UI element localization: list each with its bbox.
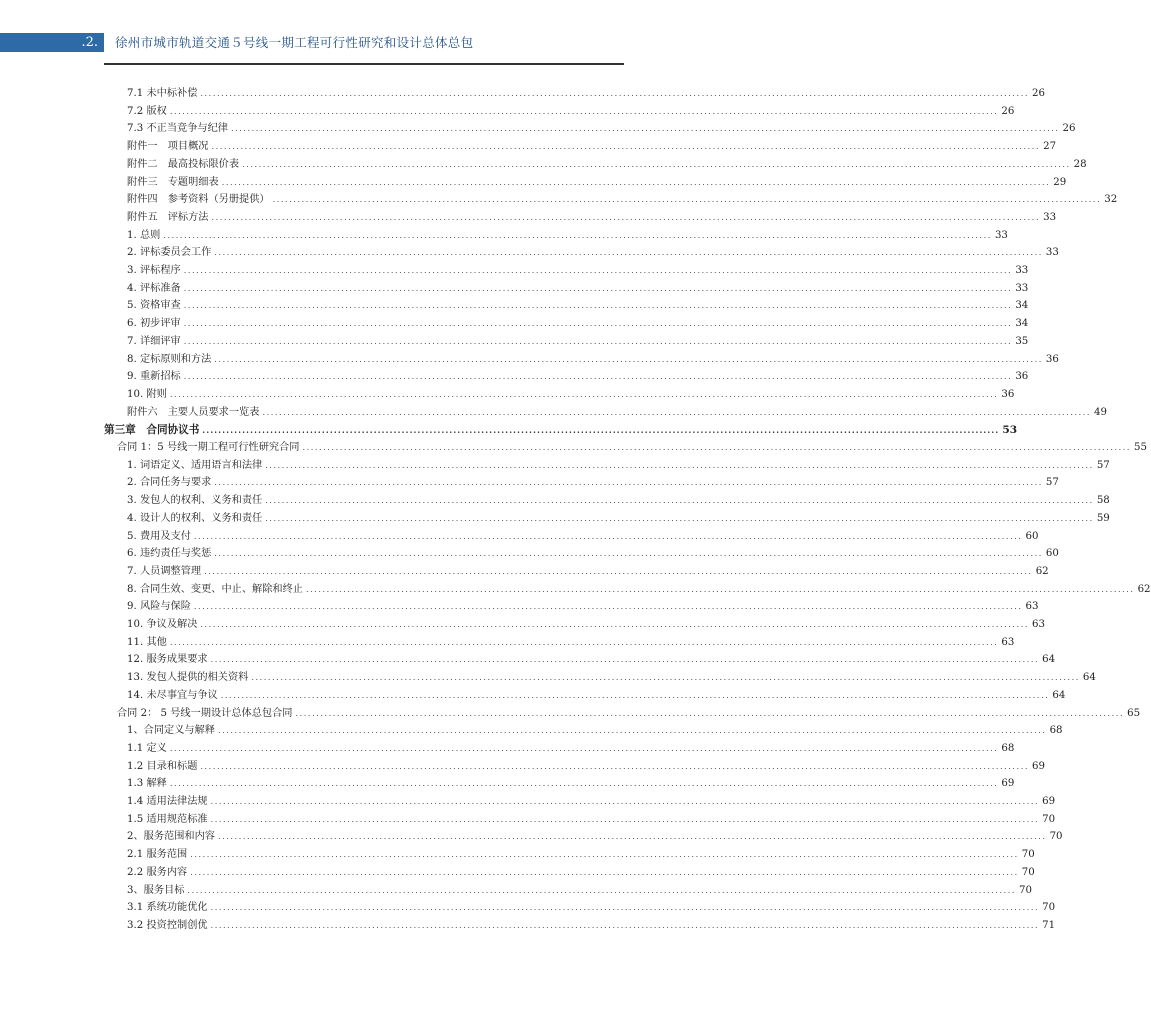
- toc-leader-dots: ........................................................................................................................................................................................................: [200, 89, 1029, 98]
- toc-page-number: 68: [1049, 725, 1063, 737]
- toc-page-number: 70: [1021, 866, 1035, 878]
- toc-entry-title: 1. 词语定义、适用语言和法律: [127, 459, 263, 471]
- toc-row: [127, 598, 1039, 616]
- toc-page-number: 63: [1001, 636, 1015, 648]
- toc-row: [127, 828, 1063, 846]
- toc-row: [127, 297, 1029, 315]
- toc-leader-dots: ........................................................................................................................................................................................................: [183, 301, 1013, 311]
- toc-row: [127, 616, 1045, 634]
- toc-row: [127, 563, 1049, 581]
- toc-leader-dots: ........................................................................................................................................................................................................: [230, 124, 1060, 134]
- toc-row: [127, 156, 1087, 174]
- toc-leader-dots: ........................................................................................................................................................................................................: [210, 903, 1040, 913]
- toc-leader-dots: ........................................................................................................................................................................................................: [193, 602, 1023, 612]
- toc-page-number: 64: [1082, 672, 1096, 684]
- toc-entry-title: 4. 评标准备: [127, 282, 181, 294]
- toc-row: [127, 528, 1039, 546]
- toc-page-number: 57: [1045, 477, 1059, 489]
- toc-entry-title: 14. 未尽事宜与争议: [127, 689, 218, 701]
- toc-row: [127, 457, 1110, 475]
- toc-page-number: 59: [1096, 512, 1110, 524]
- toc-row: [127, 209, 1057, 227]
- toc-page-number: 28: [1073, 158, 1087, 170]
- toc-page-number: 55: [1134, 442, 1148, 453]
- toc-leader-dots: ........................................................................................................................................................................................................: [251, 673, 1080, 683]
- toc-leader-dots: ........................................................................................................................................................................................................: [211, 212, 1041, 222]
- toc-row: [117, 439, 1148, 457]
- toc-page-number: 69: [1042, 796, 1056, 807]
- toc-leader-dots: ........................................................................................................................................................................................................: [217, 832, 1047, 842]
- toc-leader-dots: ........................................................................................................................................................................................................: [214, 549, 1043, 559]
- toc-row: [127, 120, 1076, 138]
- toc-entry-title: 3、服务目标: [127, 884, 185, 896]
- toc-page-number: 33: [1015, 265, 1029, 276]
- toc-entry-title: 2. 评标委员会工作: [127, 247, 212, 259]
- toc-row: [127, 386, 1015, 404]
- toc-page-number: 26: [1031, 88, 1045, 99]
- toc-entry-title: 8. 合同生效、变更、中止、解除和终止: [127, 583, 303, 595]
- toc-row: [127, 510, 1110, 528]
- toc-entry-title: 2、服务范围和内容: [127, 831, 215, 843]
- toc-entry-title: 13. 发包人提供的相关资料: [127, 672, 249, 684]
- toc-leader-dots: ........................................................................................................................................................................................................: [169, 637, 999, 647]
- toc-page-number: 58: [1096, 495, 1110, 507]
- toc-row: [127, 368, 1029, 386]
- toc-entry-title: 6. 违约责任与奖惩: [127, 548, 212, 560]
- toc-leader-dots: ........................................................................................................................................................................................................: [183, 336, 1013, 346]
- toc-row: [127, 85, 1045, 103]
- toc-row: [127, 811, 1056, 829]
- toc-entry-title: 1.3 解释: [127, 778, 167, 790]
- toc-page-number: 29: [1053, 176, 1067, 188]
- toc-entry-title: 附件一 项目概况: [127, 141, 209, 153]
- toc-entry-title: 合同 2： 5 号线一期设计总体总包合同: [117, 707, 293, 719]
- toc-page-number: 35: [1015, 335, 1029, 347]
- toc-leader-dots: ........................................................................................................................................................................................................: [190, 850, 1019, 860]
- toc-row: [127, 315, 1029, 333]
- toc-leader-dots: ........................................................................................................................................................................................................: [220, 690, 1050, 700]
- toc-row: [127, 351, 1059, 369]
- toc-page-number: 64: [1052, 689, 1066, 701]
- toc-row: [127, 864, 1035, 882]
- toc-leader-dots: ........................................................................................................................................................................................................: [242, 159, 1071, 169]
- toc-page-number: 36: [1015, 371, 1029, 383]
- toc-row: [127, 492, 1110, 510]
- toc-row: [127, 722, 1063, 740]
- toc-page-number: 60: [1045, 548, 1059, 560]
- toc-entry-title: 7.2 版权: [127, 105, 167, 117]
- toc-entry-title: 合同 1：5 号线一期工程可行性研究合同: [117, 442, 300, 453]
- toc-page-number: 33: [1043, 211, 1057, 223]
- toc-entry-title: 6. 初步评审: [127, 318, 181, 330]
- toc-entry-title: 1.1 定义: [127, 742, 167, 754]
- toc-page-number: 33: [994, 229, 1008, 241]
- toc-page-number: 64: [1042, 654, 1056, 666]
- toc-row: [127, 882, 1032, 900]
- toc-page-number: 63: [1025, 601, 1039, 613]
- toc-leader-dots: ........................................................................................................................................................................................................: [217, 726, 1047, 736]
- toc-row: [127, 775, 1015, 793]
- toc-page-number: 62: [1035, 565, 1049, 577]
- toc-page-number: 70: [1049, 831, 1063, 843]
- toc-leader-dots: ........................................................................................................................................................................................................: [211, 142, 1041, 152]
- header-title: 徐州市城市轨道交通５号线一期工程可行性研究和设计总体总包: [115, 35, 474, 50]
- toc-entry-title: 2.1 服务范围: [127, 849, 188, 861]
- toc-page-number: 57: [1096, 459, 1110, 471]
- toc-page-number: 63: [1031, 619, 1045, 630]
- toc-entry-title: 7.1 未中标补偿: [127, 88, 198, 99]
- toc-page-number: 36: [1001, 388, 1015, 400]
- toc-leader-dots: ........................................................................................................................................................................................................: [210, 797, 1040, 806]
- toc-page-number: 60: [1025, 530, 1039, 542]
- toc-page-number: 49: [1094, 406, 1107, 418]
- toc-page-number: 69: [1031, 760, 1045, 772]
- toc-page-number: 70: [1042, 813, 1056, 825]
- toc-entry-title: 4. 设计人的权利、义务和责任: [127, 512, 263, 524]
- toc-row: [127, 581, 1151, 599]
- toc-row: [117, 705, 1141, 723]
- toc-row: [127, 846, 1035, 864]
- toc-leader-dots: ........................................................................................................................................................................................................: [210, 814, 1040, 824]
- toc-entry-title: 附件五 评标方法: [127, 211, 209, 223]
- toc-entry-title: 3. 评标程序: [127, 265, 181, 276]
- toc-row: [127, 758, 1045, 776]
- toc-entry-title: 附件四 参考资料（另册提供）: [127, 194, 270, 206]
- toc-entry-title: 附件二 最高投标限价表: [127, 158, 240, 170]
- toc-leader-dots: ........................................................................................................................................................................................................: [214, 478, 1043, 488]
- toc-leader-dots: ........................................................................................................................................................................................................: [214, 354, 1043, 364]
- toc-entry-title: 10. 争议及解决: [127, 619, 198, 630]
- toc-leader-dots: ........................................................................................................................................................................................................: [265, 460, 1094, 470]
- toc-entry-title: 附件三 专题明细表: [127, 176, 219, 188]
- toc-leader-dots: ........................................................................................................................................................................................................: [193, 531, 1023, 541]
- toc-row: [127, 899, 1056, 917]
- toc-row: [127, 191, 1118, 209]
- toc-row: [127, 404, 1107, 422]
- toc-leader-dots: ........................................................................................................................................................................................................: [169, 779, 999, 789]
- toc-row: [127, 174, 1067, 192]
- toc-row: [127, 545, 1059, 563]
- toc-row: [127, 669, 1096, 687]
- toc-row: [127, 280, 1029, 298]
- toc-leader-dots: ........................................................................................................................................................................................................: [272, 195, 1102, 205]
- toc-entry-title: 附件六 主要人员要求一览表: [127, 406, 260, 418]
- toc-entry-title: 7. 详细评审: [127, 335, 181, 347]
- toc-leader-dots: ........................................................................................................................................................................................................: [295, 708, 1125, 718]
- toc-leader-dots: ........................................................................................................................................................................................................: [204, 566, 1033, 576]
- toc-entry-title: 5. 费用及支付: [127, 530, 191, 542]
- toc-entry-title: 1. 总则: [127, 229, 161, 241]
- toc-page-number: 34: [1015, 318, 1029, 330]
- toc-page-number: 32: [1104, 194, 1118, 206]
- toc-page-number: 70: [1019, 884, 1032, 896]
- toc-leader-dots: ........................................................................................................................................................................................................: [183, 266, 1013, 275]
- toc-leader-dots: ........................................................................................................................................................................................................: [221, 177, 1051, 187]
- toc-entry-title: 3.2 投资控制创优: [127, 919, 208, 931]
- toc-leader-dots: ........................................................................................................................................................................................................: [302, 443, 1132, 452]
- toc-leader-dots: ........................................................................................................................................................................................................: [190, 867, 1019, 877]
- toc-row: [127, 103, 1015, 121]
- toc-entry-title: 1.5 适用规范标准: [127, 813, 208, 825]
- toc-leader-dots: ........................................................................................................................................................................................................: [163, 230, 992, 240]
- toc-leader-dots: ........................................................................................................................................................................................................: [265, 496, 1094, 506]
- toc-leader-dots: ........................................................................................................................................................................................................: [200, 761, 1029, 771]
- header-divider: [104, 63, 624, 65]
- toc-leader-dots: ........................................................................................................................................................................................................: [200, 620, 1029, 629]
- toc-page-number: 70: [1042, 902, 1056, 914]
- toc-row: [127, 262, 1029, 280]
- toc-page-number: 71: [1042, 919, 1056, 931]
- toc-row: [127, 227, 1008, 245]
- toc-leader-dots: ........................................................................................................................................................................................................: [210, 920, 1040, 930]
- toc-row: [127, 740, 1015, 758]
- toc-row: [127, 793, 1056, 811]
- toc-leader-dots: ........................................................................................................................................................................................................: [265, 513, 1094, 523]
- toc-leader-dots: ........................................................................................................................................................................................................: [169, 389, 999, 399]
- toc-page-number: 70: [1021, 849, 1035, 861]
- toc-page-number: 36: [1045, 353, 1059, 365]
- toc-row: [127, 138, 1057, 156]
- toc-page-number: 27: [1043, 141, 1057, 153]
- toc-leader-dots: ........................................................................................................................................................................................................: [169, 106, 999, 116]
- toc-page-number: 65: [1127, 707, 1141, 719]
- toc-row: [127, 651, 1056, 669]
- toc-page-number: 69: [1001, 778, 1015, 790]
- toc-page-number: 34: [1015, 300, 1029, 312]
- toc-leader-dots: ........................................................................................................................................................................................................: [262, 407, 1092, 417]
- toc-leader-dots: ........................................................................................................................................................................................................: [210, 655, 1040, 665]
- toc-leader-dots: ........................................................................................................................................................................................................: [183, 372, 1013, 382]
- toc-page-number: 33: [1045, 247, 1059, 259]
- toc-leader-dots: ........................................................................................................................................................................................................: [183, 283, 1013, 293]
- toc-entry-title: 8. 定标原则和方法: [127, 353, 212, 365]
- toc-entry-title: 1.4 适用法律法规: [127, 796, 208, 807]
- toc-page-number: 68: [1001, 742, 1015, 754]
- toc-page-number: 62: [1137, 583, 1151, 595]
- toc-entry-title: 1、合同定义与解释: [127, 725, 215, 737]
- toc-leader-dots: ........................................................................................................................................................................................................: [305, 584, 1135, 594]
- toc-entry-title: 12. 服务成果要求: [127, 654, 208, 666]
- toc-entry-title: 7. 人员调整管理: [127, 565, 202, 577]
- toc-entry-title: 2. 合同任务与要求: [127, 477, 212, 489]
- toc-page-number: 33: [1015, 282, 1029, 294]
- toc-page-number: 26: [1001, 105, 1015, 117]
- toc-entry-title: 9. 重新招标: [127, 371, 181, 383]
- toc-leader-dots: ........................................................................................................................................................................................................: [202, 425, 1000, 436]
- toc-entry-title: 第三章 合同协议书: [104, 424, 200, 437]
- toc-entry-title: 11. 其他: [127, 636, 167, 648]
- toc-row: [127, 687, 1066, 705]
- toc-entry-title: 7.3 不正当竞争与纪律: [127, 123, 228, 135]
- toc-row: [127, 333, 1029, 351]
- toc-row: [127, 244, 1059, 262]
- toc-leader-dots: ........................................................................................................................................................................................................: [214, 248, 1043, 258]
- toc-entry-title: 5. 资格审查: [127, 300, 181, 312]
- toc-chapter-row: [104, 421, 1018, 439]
- toc-leader-dots: ........................................................................................................................................................................................................: [169, 743, 999, 753]
- toc-page-number: 26: [1062, 123, 1076, 135]
- toc-entry-title: 10. 附则: [127, 388, 167, 400]
- toc-leader-dots: ........................................................................................................................................................................................................: [183, 319, 1013, 329]
- toc-row: [127, 474, 1059, 492]
- toc-entry-title: 9. 风险与保险: [127, 601, 191, 613]
- toc-leader-dots: ........................................................................................................................................................................................................: [187, 885, 1017, 895]
- header-page-number: .2.: [0, 33, 104, 52]
- toc-page-number: 53: [1002, 424, 1018, 437]
- toc-entry-title: 3.1 系统功能优化: [127, 902, 208, 914]
- toc-entry-title: 2.2 服务内容: [127, 866, 188, 878]
- toc-row: [127, 634, 1015, 652]
- toc-entry-title: 1.2 目录和标题: [127, 760, 198, 772]
- toc-entry-title: 3. 发包人的权利、义务和责任: [127, 495, 263, 507]
- toc-row: [127, 917, 1056, 935]
